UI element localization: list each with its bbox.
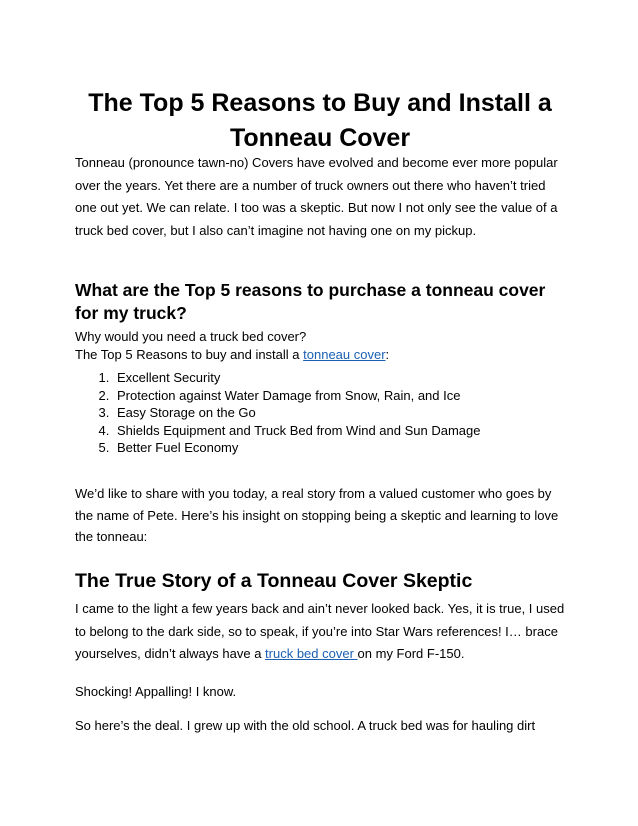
list-item: 2. Protection against Water Damage from Snow, Rain, and Ice [113,387,573,405]
section-heading-top-reasons: What are the Top 5 reasons to purchase a tonneau cover for my truck? [75,280,546,323]
tonneau-cover-link[interactable]: tonneau cover [303,347,386,362]
list-item: 4. Shields Equipment and Truck Bed from Wind and Sun Damage [113,422,573,440]
story-paragraph-3: So here’s the deal. I grew up with the old school. A truck bed was for hauling dirt [75,718,536,733]
question-block [75,328,565,364]
question-text: Why would you need a truck bed cover? [75,329,307,344]
intro-paragraph: Tonneau (pronounce tawn-no) Covers have evolved and become ever more popular over the years. Yet there are a number of truck owners out there who haven’t tried one out yet. We can relate. I too was a skeptic. But now I not only see the value of a truck bed cover, but I also can’t imagine not having one on my pickup. [75,155,558,238]
page-title: The Top 5 Reasons to Buy and Install a Tonneau Cover [88,89,552,152]
list-item: 1. Excellent Security [113,369,573,387]
reasons-list [75,369,573,457]
story-paragraph-2: Shocking! Appalling! I know. [75,684,237,699]
section-heading-skeptic-story: The True Story of a Tonneau Cover Skeptic [75,570,473,592]
story-paragraph-1 [75,598,565,666]
list-intro-text: The Top 5 Reasons to buy and install a [75,347,304,362]
share-paragraph: We’d like to share with you today, a real story from a valued customer who goes by the name of Pete. Here’s his insight on stopping being a skeptic and learning to love the tonneau: [75,486,559,544]
story-text-end: on my Ford F-150. [357,646,465,661]
list-item: 5. Better Fuel Economy [113,439,573,457]
list-item: 3. Easy Storage on the Go [113,404,573,422]
truck-bed-cover-link[interactable]: truck bed cover [265,646,358,661]
list-intro-colon: : [385,347,390,362]
story-text: I came to the light a few years back and ain’t never looked back. Yes, it is true, I used to belong to the dark side, so to speak, if you’re into Star Wars references! I… brace yourselves, didn’t always have a [75,601,565,661]
list-intro [75,346,565,364]
